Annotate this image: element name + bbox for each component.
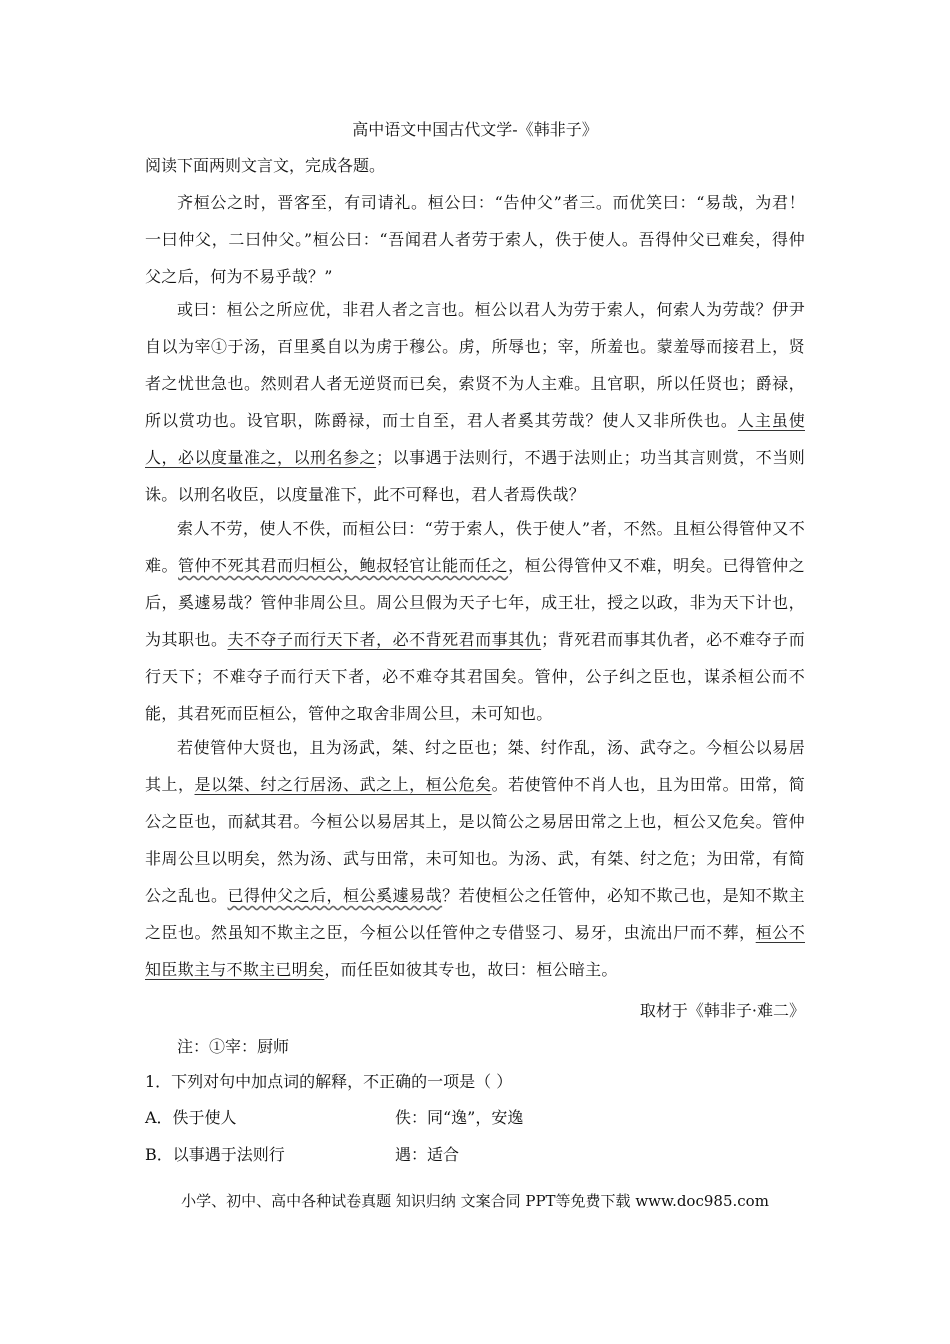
option-b xyxy=(145,1142,805,1165)
instruction: 阅读下面两则文言文，完成各题。 xyxy=(145,156,386,175)
source-citation: 取材于《韩非子·难二》 xyxy=(639,1001,805,1020)
footnote: 注：①宰：厨师 xyxy=(177,1037,290,1056)
paragraph-4-text-b: 。若使管仲不肖人也，且为田常。田常，简公之臣也，而弑其君。今桓公以易居其上，是以简公之易居田常之上也，桓公又危矣。管仲非周公旦以明矣，然为汤、武与田常，未可知也。为汤、武，有桀、纣之危；为田常，有简公之乱也。 xyxy=(145,775,805,905)
paragraph-4 xyxy=(145,729,805,988)
paragraph-1: 齐桓公之时，晋客至，有司请礼。桓公曰：“告仲父”者三。而优笑曰：“易哉，为君！一曰仲父，二曰仲父。”桓公曰：“吾闻君人者劳于索人，佚于使人。吾得仲父已难矣，得仲父之后，何为不易乎哉？” xyxy=(145,193,805,286)
paragraph-3-text-c: ；背死君而事其仇者，必不难夺子而行天下；不难夺子而行天下者，必不难夺其君国矣。管仲，公子纠之臣也，谋杀桓公而不能，其君死而臣桓公，管仲之取舍非周公旦，未可知也。 xyxy=(145,630,805,723)
underlined-sentence-3: 是以桀、纣之行居汤、武之上，桓公危矣 xyxy=(194,775,492,794)
wavy-underlined-sentence-2: 已得仲父之后，桓公奚遽易哉 xyxy=(227,886,443,905)
option-b-explanation: 遇：适合 xyxy=(395,1145,460,1164)
underlined-sentence-4: 桓公不知臣欺主与不欺主已明矣 xyxy=(145,923,805,979)
option-a xyxy=(145,1105,805,1128)
page-title: 高中语文中国古代文学-《韩非子》 xyxy=(352,120,598,139)
paragraph-3-text-a: 索人不劳，使人不佚，而桓公曰：“劳于索人，佚于使人”者，不然。且桓公得管仲又不难。 xyxy=(145,519,805,575)
paragraph-3 xyxy=(145,510,805,732)
option-b-label: B．以事遇于法则行 xyxy=(145,1145,285,1164)
footer-banner: 小学、初中、高中各种试卷真题 知识归纳 文案合同 PPT等免费下载 www.doc985.com xyxy=(181,1192,769,1210)
underlined-sentence-2: 夫不夺子而行天下者，必不背死君而事其仇 xyxy=(227,630,542,649)
wavy-underlined-sentence-1: 管仲不死其君而归桓公，鲍叔轻官让能而任之 xyxy=(178,556,509,575)
paragraph-4-text-c: ？若使桓公之任管仲，必知不欺己也，是知不欺主之臣也。然虽知不欺主之臣，今桓公以任管仲之专借竖刁、易牙，虫流出尸而不葬， xyxy=(145,886,805,942)
paragraph-2-text-a: 或曰：桓公之所应优，非君人者之言也。桓公以君人为劳于索人，何索人为劳哉？伊尹自以为宰①于汤，百里奚自以为虏于穆公。虏，所辱也；宰，所羞也。蒙羞辱而接君上，贤者之忧世急也。然则君人者无逆贤而已矣，索贤不为人主难。且官职，所以任贤也；爵禄，所以赏功也。设官职，陈爵禄，而士自至，君人者奚其劳哉？使人又非所佚也。 xyxy=(145,300,805,430)
paragraph-2-text-b: ；以事遇于法则行，不遇于法则止；功当其言则赏，不当则诛。以刑名收臣，以度量准下，此不可释也，君人者焉佚哉？ xyxy=(145,448,805,504)
paragraph-4-text-d: ，而任臣如彼其专也，故曰：桓公暗主。 xyxy=(324,960,618,979)
paragraph-3-text-b: ，桓公得管仲又不难，明矣。已得管仲之后，奚遽易哉？管仲非周公旦。周公旦假为天子七年，成王壮，授之以政，非为天下计也，为其职也。 xyxy=(145,556,805,649)
paragraph-4-text-a: 若使管仲大贤也，且为汤武，桀、纣之臣也；桀、纣作乱，汤、武夺之。今桓公以易居其上， xyxy=(145,738,805,794)
paragraph-2 xyxy=(145,291,805,513)
underlined-sentence-1: 人主虽使人，必以度量准之，以刑名参之 xyxy=(145,411,805,467)
option-a-label: A．佚于使人 xyxy=(145,1108,237,1127)
option-a-explanation: 佚：同“逸”，安逸 xyxy=(395,1108,524,1127)
question-1: 1．下列对句中加点词的解释，不正确的一项是（ ） xyxy=(145,1072,513,1091)
